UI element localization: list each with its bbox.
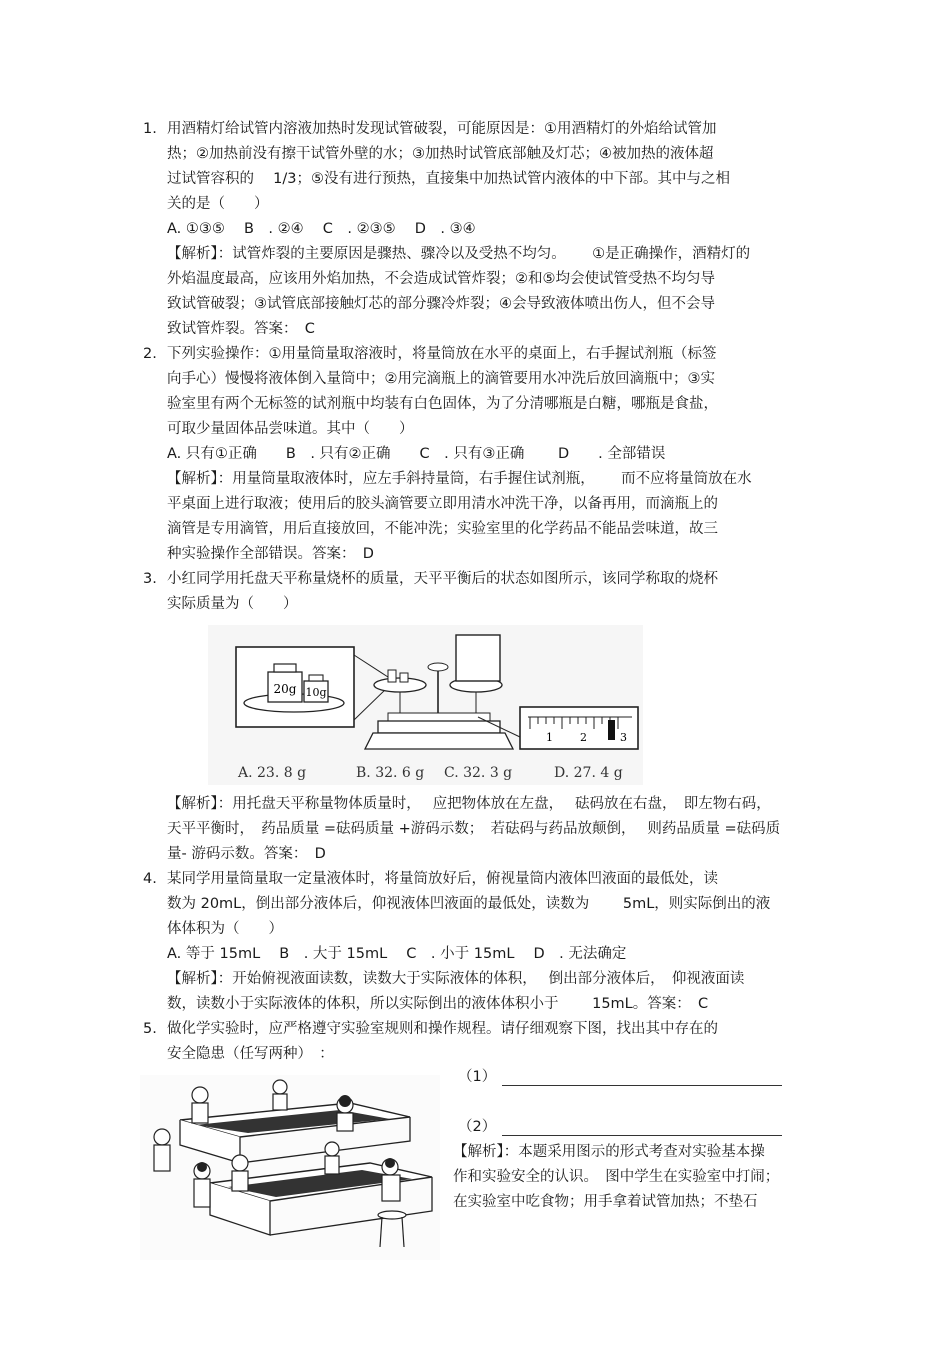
q5-line: 安全隐患（任写两种） ：: [167, 1046, 334, 1062]
q4-line: 某同学用量筒量取一定量液体时，将量筒放好后，俯视量筒内液体凹液面的最低处，读: [167, 871, 718, 887]
q4-line: 体体积为（ ）: [167, 921, 283, 937]
q3-analysis: 天平平衡时， 药品质量 =砝码质量 +游码示数； 若砝码与药品放颠倒， 则药品质量 =砝码质: [167, 821, 781, 837]
q3-line: 实际质量为（ ）: [167, 596, 298, 612]
answer-blank-2[interactable]: [458, 1118, 782, 1136]
q2-line: 验室里有两个无标签的试剂瓶中均装有白色固体，为了分清哪瓶是白糖，哪瓶是食盐，: [167, 396, 718, 412]
q1-number: 1.: [143, 121, 157, 137]
q2-analysis: 滴管是专用滴管，用后直接放回，不能冲洗；实验室里的化学药品不能品尝味道，故三: [167, 521, 718, 537]
q1-options: A. ①③⑤ B . ②④ C . ②③⑤ D . ③④: [167, 221, 476, 237]
scale-label-3: 3: [620, 731, 627, 744]
scale-label-2: 2: [580, 731, 587, 744]
q3-option-c: C. 32. 3 g: [444, 765, 513, 781]
q5-line: 做化学实验时，应严格遵守实验室规则和操作规程。请仔细观察下图，找出其中存在的: [167, 1021, 718, 1037]
q4-answer: 数，读数小于实际液体的体积，所以实际倒出的液体体积小于 15mL。答案： C: [167, 996, 709, 1012]
q2-line: 可取少量固体品尝味道。其中（ ）: [167, 421, 414, 437]
q3-option-d: D. 27. 4 g: [554, 765, 623, 781]
q1-line: 用酒精灯给试管内溶液加热时发现试管破裂，可能原因是：①用酒精灯的外焰给试管加: [167, 121, 717, 137]
q4-number: 4.: [143, 871, 157, 887]
q5-analysis: 作和实验安全的认识。 图中学生在实验室中打闹；: [453, 1169, 780, 1185]
blank-1-label: （1）: [458, 1069, 497, 1085]
q3-line: 小红同学用托盘天平称量烧杯的质量，天平平衡后的状态如图所示，该同学称取的烧杯: [167, 571, 718, 587]
q4-analysis: 【解析】：开始俯视液面读数，读数大于实际液体的体积， 倒出部分液体后， 仰视液面读: [167, 971, 745, 987]
scale-label-1: 1: [546, 731, 553, 744]
q2-answer: 种实验操作全部错误。答案： D: [167, 546, 374, 562]
q1-analysis: 致试管破裂；③试管底部接触灯芯的部分骤冷炸裂；④会导致液体喷出伤人，但不会导: [167, 296, 715, 312]
q5-analysis: 【解析】：本题采用图示的形式考查对实验基本操: [453, 1144, 765, 1160]
balance-figure: [208, 625, 643, 785]
q5-number: 5.: [143, 1021, 157, 1037]
q2-analysis: 【解析】：用量筒量取液体时，应左手斜持量筒，右手握住试剂瓶， 而不应将量筒放在水: [167, 471, 752, 487]
q4-line: 数为 20mL，倒出部分液体后，仰视液体凹液面的最低处，读数为 5mL，则实际倒出的液: [167, 896, 771, 912]
blank-1-line: [502, 1071, 782, 1086]
q5-analysis: 在实验室中吃食物；用手拿着试管加热；不垫石: [453, 1194, 758, 1210]
q3-option-b: B. 32. 6 g: [356, 765, 425, 781]
answer-blank-1[interactable]: [458, 1068, 782, 1086]
q1-line: 过试管容积的 1/3；⑤没有进行预热，直接集中加热试管内液体的中下部。其中与之相: [167, 171, 730, 187]
q1-line: 热；②加热前没有擦干试管外壁的水；③加热时试管底部触及灯芯；④被加热的液体超: [167, 146, 714, 162]
q1-analysis: 【解析】：试管炸裂的主要原因是骤热、骤冷以及受热不均匀。 ①是正确操作，酒精灯的: [167, 246, 751, 262]
q4-options: A. 等于 15mL B . 大于 15mL C . 小于 15mL D . 无法确定: [167, 946, 627, 962]
q2-analysis: 平桌面上进行取液；使用后的胶头滴管要立即用清水冲洗干净，以备再用，而滴瓶上的: [167, 496, 718, 512]
weight-20g: 20g: [273, 682, 297, 696]
q1-analysis: 外焰温度最高，应该用外焰加热，不会造成试管炸裂；②和⑤均会使试管受热不均匀导: [167, 271, 715, 287]
q3-analysis: 【解析】：用托盘天平称量物体质量时， 应把物体放在左盘， 砝码放在右盘， 即左物右码，: [167, 796, 771, 812]
q2-options: A. 只有①正确 B . 只有②正确 C . 只有③正确 D . 全部错误: [167, 446, 666, 462]
q3-option-a: A. 23. 8 g: [238, 765, 307, 781]
q1-line: 关的是（ ）: [167, 196, 269, 212]
q2-line: 向手心）慢慢将液体倒入量筒中；②用完滴瓶上的滴管要用水冲洗后放回滴瓶中；③实: [167, 371, 715, 387]
lab-illustration: [140, 1075, 440, 1260]
q2-number: 2.: [143, 346, 157, 362]
q3-number: 3.: [143, 571, 157, 587]
q3-answer: 量- 游码示数。答案： D: [167, 846, 326, 862]
q1-answer: 致试管炸裂。答案： C: [167, 321, 315, 337]
weight-10g: 10g: [305, 686, 327, 699]
blank-2-label: （2）: [458, 1119, 497, 1135]
blank-2-line: [502, 1121, 782, 1136]
q2-line: 下列实验操作：①用量筒量取溶液时，将量筒放在水平的桌面上，右手握试剂瓶（标签: [167, 346, 717, 362]
